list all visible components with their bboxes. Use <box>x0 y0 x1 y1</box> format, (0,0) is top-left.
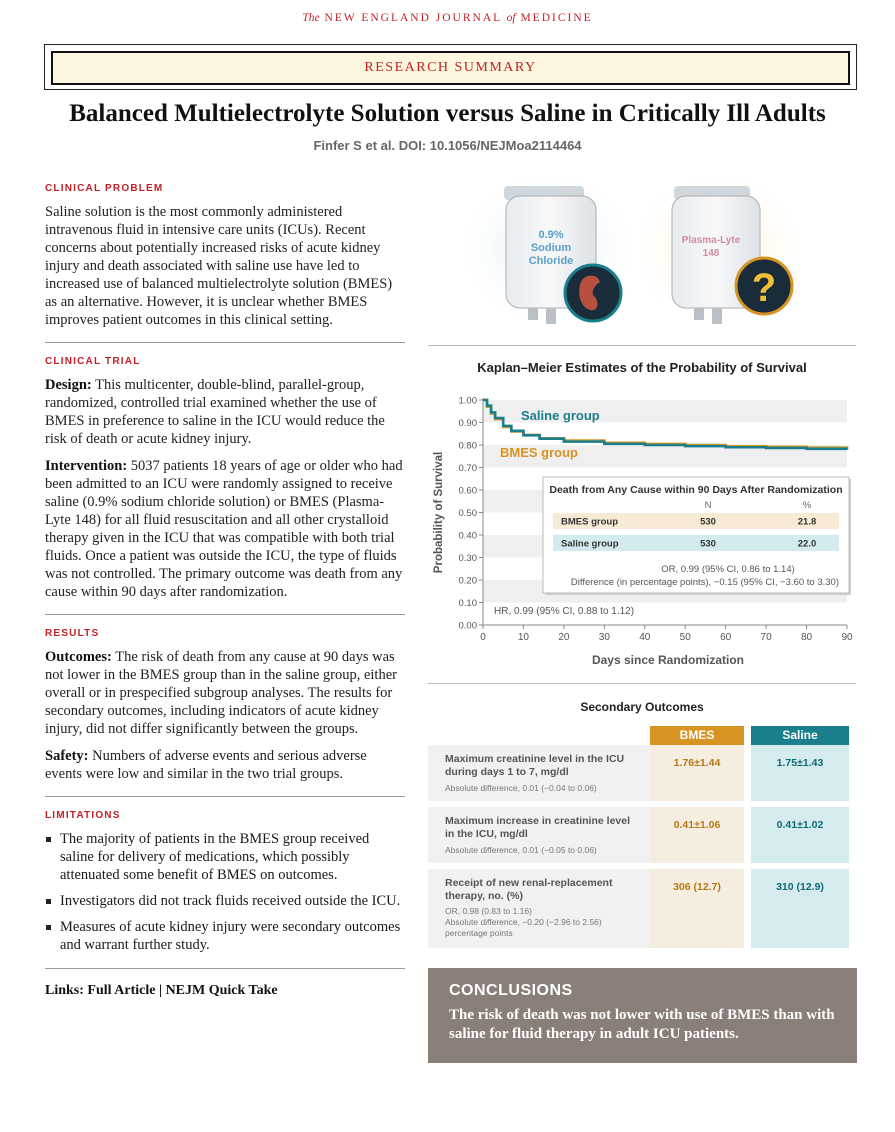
x-tick-label: 0 <box>480 632 486 643</box>
masthead-of: of <box>506 12 516 24</box>
saline-column-header: Saline <box>751 726 849 745</box>
outcome-sublabel: OR, 0.98 (0.83 to 1.16) <box>445 906 532 916</box>
full-article-link[interactable]: Full Article <box>87 983 156 998</box>
limitations-list <box>45 830 405 954</box>
inset-row-pct: 22.0 <box>797 538 817 550</box>
divider <box>45 796 405 797</box>
inset-col-n: N <box>704 500 712 511</box>
outcome-label-cell <box>428 869 650 948</box>
y-tick-label: 0.40 <box>458 530 477 542</box>
bmes-column-header: BMES <box>650 726 744 745</box>
divider <box>428 345 856 346</box>
outcomes-text: The risk of death from any cause at 90 days was not lower in the BMES group than in the saline group, either overall or in prespecified subgroup analyses. The results for secondary outcomes, including indicators of acute kidney injury, did not differ significantly between the groups. <box>45 649 397 737</box>
saline-series-label: Saline group <box>521 408 600 423</box>
outcome-label: Maximum increase in creatinine level in the ICU, mg/dl <box>445 815 631 840</box>
conclusions-box <box>428 968 857 1063</box>
x-tick-label: 80 <box>800 632 813 643</box>
saline-value: 310 (12.9) <box>751 869 849 948</box>
x-tick-label: 10 <box>517 632 530 643</box>
outcome-label-cell <box>428 745 650 801</box>
y-tick-label: 0.90 <box>458 418 477 429</box>
bmes-value: 1.76±1.44 <box>650 745 744 801</box>
saline-bag-text: Sodium <box>530 242 572 254</box>
plasma-lyte-bag-text: Plasma-Lyte <box>681 235 741 246</box>
y-tick-label: 0.70 <box>458 463 477 474</box>
bmes-value: 0.41±1.06 <box>650 807 744 863</box>
table-row <box>428 869 849 948</box>
y-tick-label: 0.20 <box>458 575 477 587</box>
hr-text: HR, 0.99 (95% CI, 0.88 to 1.12) <box>494 606 635 617</box>
safety-paragraph <box>45 747 405 783</box>
outcome-label: Receipt of new renal-replacement therapy, no. (%) <box>445 877 613 902</box>
masthead-the: The <box>302 12 320 24</box>
y-tick-label: 1.00 <box>458 395 477 407</box>
plasma-lyte-bag-text: 148 <box>702 248 720 259</box>
kidney-icon <box>565 265 621 321</box>
article-byline: Finfer S et al. DOI: 10.1056/NEJMoa2114464 <box>313 138 582 153</box>
design-label: Design: <box>45 377 92 393</box>
safety-text: Numbers of adverse events and serious adverse events were low and similar in the two trial groups. <box>45 748 367 782</box>
bmes-series-label: BMES group <box>500 445 578 460</box>
x-tick-label: 70 <box>760 632 772 643</box>
list-item: Measures of acute kidney injury were secondary outcomes and warrant further study. <box>45 918 405 954</box>
inset-diff-text: Difference (in percentage points), −0.15 (95% CI, −3.60 to 3.30) <box>570 577 839 588</box>
question-mark: ? <box>751 266 777 310</box>
y-axis-label: Probability of Survival <box>433 451 445 574</box>
safety-label: Safety: <box>45 748 89 764</box>
outcome-sublabel: Absolute difference, −0.20 (−2.96 to 2.56) <box>445 917 602 927</box>
outcome-label: Maximum creatinine level in the ICU during days 1 to 7, mg/dl <box>445 753 625 778</box>
y-tick-label: 0.80 <box>458 440 477 452</box>
masthead-title-b: MEDICINE <box>520 12 593 24</box>
inset-row-group: BMES group <box>561 516 618 528</box>
inset-row-pct: 21.8 <box>797 516 817 528</box>
masthead-title-a: NEW ENGLAND JOURNAL <box>324 12 502 24</box>
limitations-heading: LIMITATIONS <box>45 810 121 821</box>
inset-row-n: 530 <box>700 538 716 550</box>
table-row <box>428 745 849 801</box>
x-tick-label: 50 <box>679 632 691 643</box>
divider <box>45 968 405 969</box>
km-chart <box>428 385 856 675</box>
y-tick-label: 0.10 <box>458 598 477 609</box>
divider <box>45 342 405 343</box>
x-tick-label: 90 <box>841 632 853 643</box>
saline-bag-text: Chloride <box>528 255 574 267</box>
secondary-outcomes-title: Secondary Outcomes <box>580 700 704 714</box>
links-separator: | <box>158 983 163 998</box>
inset-col-pct: % <box>802 500 812 511</box>
intervention-label: Intervention: <box>45 458 128 474</box>
outcome-sublabel: Absolute difference, 0.01 (−0.04 to 0.06) <box>445 783 597 793</box>
outcomes-label: Outcomes: <box>45 649 112 665</box>
research-summary-banner: RESEARCH SUMMARY <box>51 51 850 85</box>
intervention-paragraph <box>45 457 405 601</box>
conclusions-heading: CONCLUSIONS <box>449 982 573 999</box>
quick-take-link[interactable]: NEJM Quick Take <box>165 983 278 998</box>
inset-row-n: 530 <box>700 516 716 528</box>
y-tick-label: 0.00 <box>458 620 477 632</box>
conclusions-text: The risk of death was not lower with use of BMES than with saline for fluid therapy in adult ICU patients. <box>449 1007 835 1042</box>
list-item: The majority of patients in the BMES group received saline for delivery of medications, which possibly attenuated some benefit of BMES on outcomes. <box>45 830 405 884</box>
outcomes-paragraph <box>45 648 405 738</box>
outcome-label-cell <box>428 807 650 863</box>
intervention-text: 5037 patients 18 years of age or older who had been admitted to an ICU were randomly assigned to receive saline (0.9% sodium chloride solution) or BMES (Plasma-Lyte 148) for all fluid resuscitation and all other crystalloid therapy given in the ICU that was compatible with both trial fluids. Once a patient was outside the ICU, the type of fluids was not controlled. The primary outcome was death from any cause within 90 days after randomization. <box>45 458 403 600</box>
x-tick-label: 60 <box>720 632 732 643</box>
clinical-problem-heading: CLINICAL PROBLEM <box>45 183 164 194</box>
inset-or-text: OR, 0.99 (95% CI, 0.86 to 1.14) <box>661 564 795 575</box>
divider <box>428 683 856 684</box>
outcome-sublabel: Absolute difference, 0.01 (−0.05 to 0.06) <box>445 845 597 855</box>
chart-title: Kaplan–Meier Estimates of the Probability of Survival <box>477 360 807 375</box>
x-tick-label: 40 <box>639 632 651 643</box>
design-text: This multicenter, double-blind, parallel-group, randomized, controlled trial examined whether the use of BMES in preference to saline in the ICU would reduce the risk of death or acute kidney injury. <box>45 377 385 447</box>
x-tick-label: 20 <box>558 632 570 643</box>
y-tick-label: 0.60 <box>458 485 477 497</box>
outcome-sublabel: percentage points <box>445 928 513 938</box>
clinical-trial-heading: CLINICAL TRIAL <box>45 356 141 367</box>
results-heading: RESULTS <box>45 628 100 639</box>
journal-masthead <box>0 12 895 24</box>
fluid-bags-illustration <box>428 168 856 346</box>
clinical-problem-text: Saline solution is the most commonly administered intravenous fluid in intensive care units (ICUs). Recent concerns about potentially increased risks of acute kidney injury and death associated with saline use have led to increased use of balanced multielectrolyte solution (BMES) as an alternative. However, it is unclear whether BMES improves patient outcomes in this clinical setting. <box>45 204 393 328</box>
list-item: Investigators did not track fluids received outside the ICU. <box>45 892 405 910</box>
inset-title: Death from Any Cause within 90 Days After Randomization <box>549 484 843 496</box>
left-column <box>45 183 405 999</box>
article-title: Balanced Multielectrolyte Solution versus Saline in Critically Ill Adults <box>69 100 826 127</box>
saline-value: 0.41±1.02 <box>751 807 849 863</box>
y-tick-label: 0.30 <box>458 553 477 564</box>
x-tick-label: 30 <box>598 632 610 643</box>
saline-bag-text: 0.9% <box>538 229 564 241</box>
inset-row-group: Saline group <box>561 538 619 550</box>
links-row <box>45 983 405 999</box>
saline-value: 1.75±1.43 <box>751 745 849 801</box>
question-mark-icon <box>736 258 792 314</box>
bmes-value: 306 (12.7) <box>650 869 744 948</box>
divider <box>45 614 405 615</box>
design-paragraph <box>45 376 405 448</box>
x-axis-label: Days since Randomization <box>591 653 745 667</box>
table-row <box>428 807 849 863</box>
links-label: Links: <box>45 983 84 998</box>
y-tick-label: 0.50 <box>458 508 477 519</box>
